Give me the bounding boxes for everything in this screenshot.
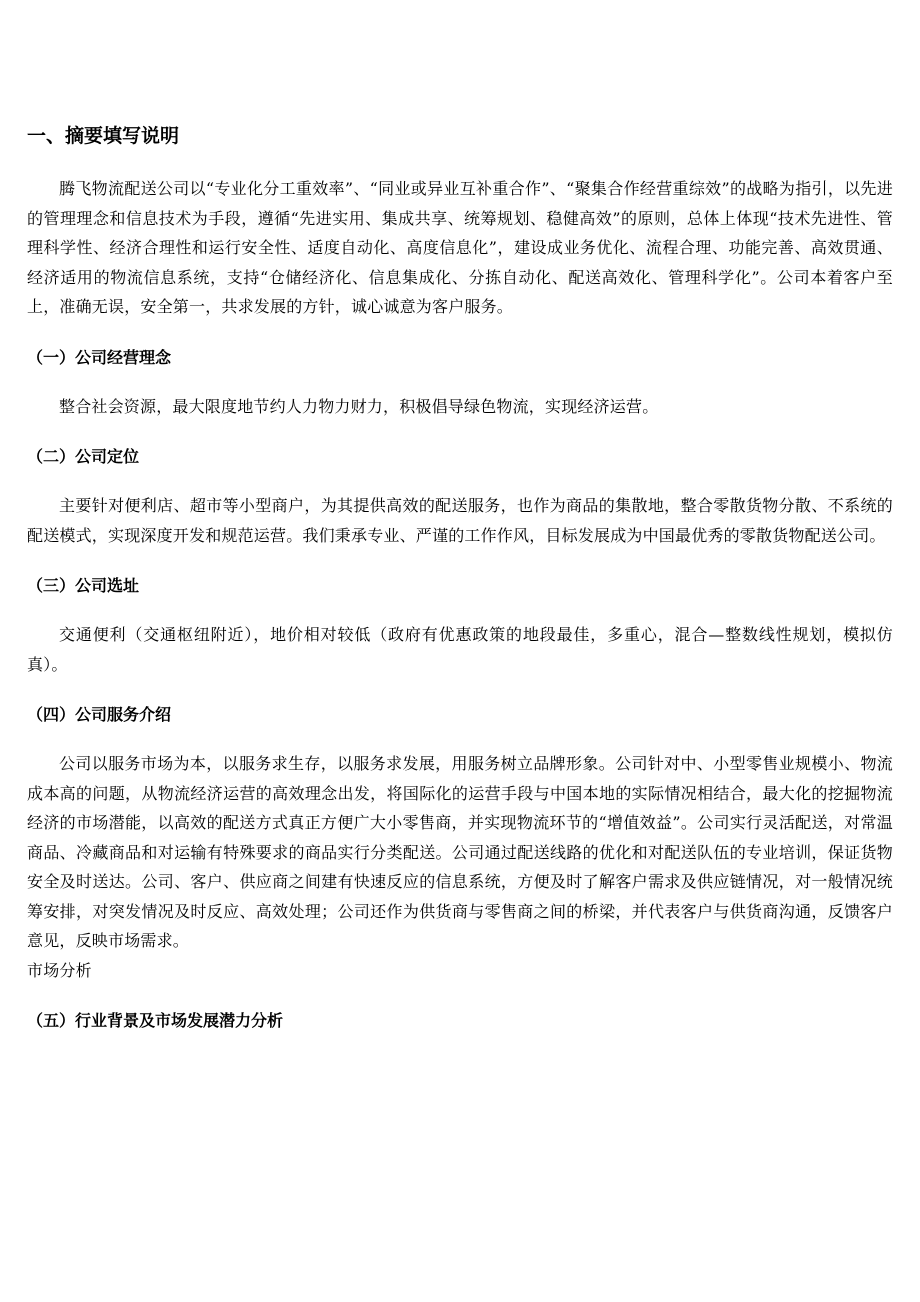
document-page [27, 120, 893, 1055]
positioning-paragraph: 主要针对便利店、超市等小型商户，为其提供高效的配送服务，也作为商品的集散地，整合零散货物分散、不系统的配送模式，实现深度开发和规范运营。我们秉承专业、严谨的工作作风，目标发展成为中国最优秀的零散货物配送公司。 [27, 496, 893, 545]
subsection-title-philosophy: （一）公司经营理念 [27, 347, 172, 367]
subsection-title-services: （四）公司服务介绍 [27, 705, 172, 724]
services-paragraph: 公司以服务市场为本，以服务求生存，以服务求发展，用服务树立品牌形象。公司针对中、小型零售业规模小、物流成本高的问题，从物流经济运营的高效理念出发，将国际化的运营手段与中国本地的实际情况相结合，最大化的挖掘物流经济的市场潜能，以高效的配送方式真正方便广大小零售商，并实现物流环节的“增值效益”。公司实行灵活配送，对常温商品、冷藏商品和对运输有特殊要求的商品实行分类配送。公司通过配送线路的优化和对配送队伍的专业培训，保证货物安全及时送达。公司、客户、供应商之间建有快速反应的信息系统，方便及时了解客户需求及供应链情况，对一般情况统筹安排，对突发情况及时反应、高效处理；公司还作为供货商与零售商之间的桥梁，并代表客户与供货商沟通，反馈客户意见，反映市场需求。 [27, 754, 893, 950]
section-heading: 一、摘要填写说明 [27, 125, 180, 147]
subsection-title-positioning: （二）公司定位 [27, 447, 140, 466]
philosophy-paragraph: 整合社会资源，最大限度地节约人力物力财力，积极倡导绿色物流，实现经济运营。 [59, 396, 659, 416]
location-paragraph: 交通便利（交通枢纽附近），地价相对较低（政府有优惠政策的地段最佳，多重心，混合—整数线性规划，模拟仿真）。 [27, 625, 893, 674]
market-analysis-line: 市场分析 [27, 960, 92, 980]
subsection-title-location: （三）公司选址 [27, 576, 140, 595]
intro-paragraph: 腾飞物流配送公司以“专业化分工重效率”、“同业或异业互补重合作”、“聚集合作经营重综效”的战略为指引，以先进的管理理念和信息技术为手段，遵循“先进实用、集成共享、统筹规划、稳健高效”的原则，总体上体现“技术先进性、管理科学性、经济合理性和运行安全性、适度自动化、高度信息化”，建设成业务优化、流程合理、功能完善、高效贯通、经济适用的物流信息系统，支持“仓储经济化、信息集成化、分拣自动化、配送高效化、管理科学化”。公司本着客户至上，准确无误，安全第一，共求发展的方针，诚心诚意为客户服务。 [27, 179, 893, 316]
subsection-title-industry: （五）行业背景及市场发展潜力分析 [27, 1011, 284, 1030]
